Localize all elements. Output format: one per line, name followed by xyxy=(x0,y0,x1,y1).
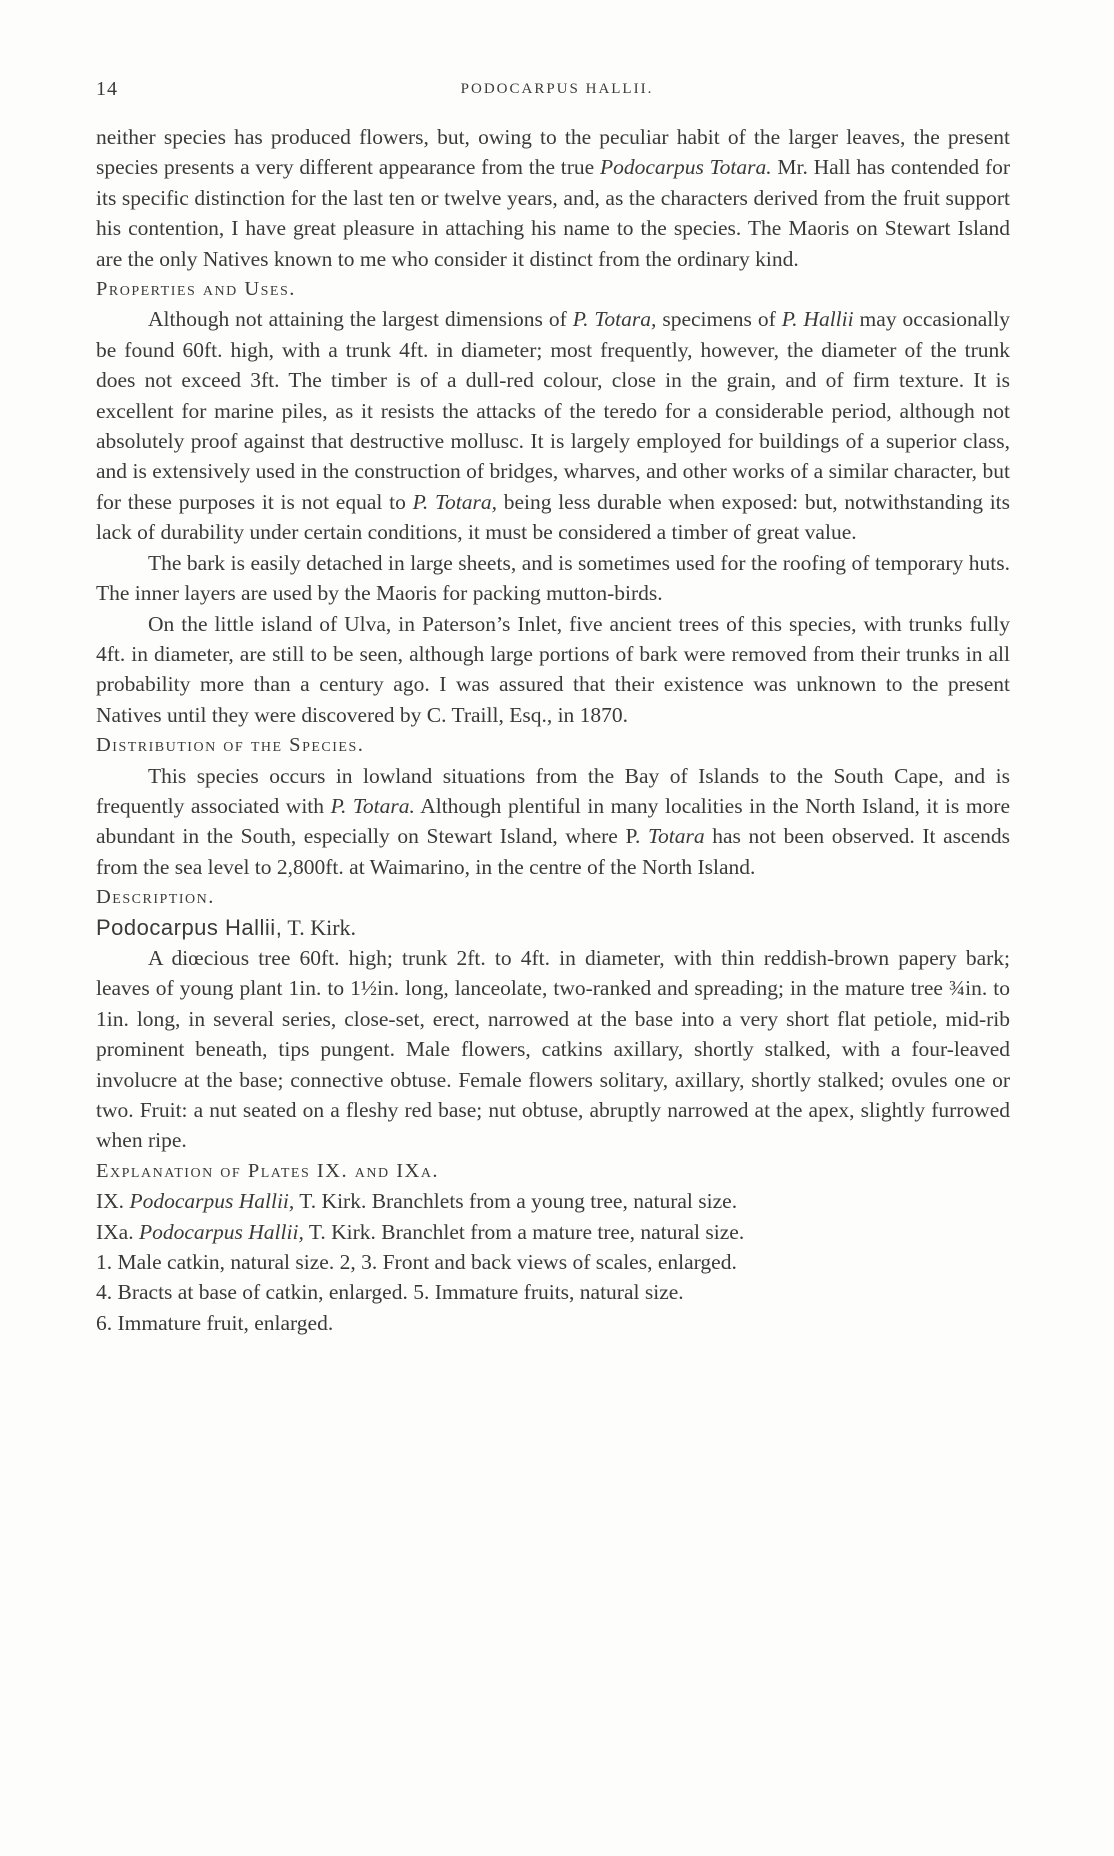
species-title xyxy=(96,913,1010,943)
running-title: PODOCARPUS HALLII. xyxy=(460,81,654,97)
properties-paragraph-2: The bark is easily detached in large sheets, and is sometimes used for the roofing of temporary huts. The inner layers are used by the Maoris for packing mutton-birds. xyxy=(96,550,1010,606)
heading-explanation-of-plates: Explanation of Plates IX. and IXa. xyxy=(96,1159,440,1182)
heading-properties-and-uses: Properties and Uses. xyxy=(96,278,296,301)
species-name: Podocarpus Hallii, xyxy=(96,914,283,940)
heading-distribution: Distribution of the Species. xyxy=(96,734,365,757)
plate-ix-caption: IX. Podocarpus Hallii, T. Kirk. Branchlets from a young tree, natural size. xyxy=(96,1189,738,1214)
properties-paragraph-1: Although not attaining the largest dimensions of P. Totara, specimens of P. Hallii may occasionally be found 60ft. high, with a trunk 4ft. in diameter; most frequently, however, the diameter of the trunk does not exceed 3ft. The timber is of a dull-red colour, close in the grain, and of firm texture. It is excellent for marine piles, as it resists the attacks of the teredo for a considerable period, although not absolutely proof against that destructive mollusc. It is largely employed for buildings of a superior class, and is extensively used in the construction of bridges, wharves, and other works of a similar character, but for these purposes it is not equal to P. Totara, being less durable when exposed: but, notwithstanding its lack of durability under certain conditions, it must be considered a timber of great value. xyxy=(96,307,1011,545)
properties-paragraph-3: On the little island of Ulva, in Paterson’s Inlet, five ancient trees of this species, with trunks fully 4ft. in diameter, are still to be seen, although large portions of bark were removed from their trunks in all probability more than a century ago. I was assured that their existence was unknown to the present Natives until they were discovered by C. Traill, Esq., in 1870. xyxy=(96,611,1010,727)
figure-list-line-2: 4. Bracts at base of catkin, enlarged. 5. Immature fruits, natural size. xyxy=(96,1280,684,1305)
distribution-paragraph: This species occurs in lowland situations from the Bay of Islands to the South Cape, and is frequently associated with P. Totara. Although plentiful in many localities in the North Island, it is more abundant in the South, especially on Stewart Island, where P. Totara has not been observed. It ascends from the sea level to 2,800ft. at Waimarino, in the centre of the North Island. xyxy=(96,763,1011,879)
intro-paragraph: neither species has produced flowers, but, owing to the peculiar habit of the larger leaves, the present species presents a very different appearance from the true Podocarpus Totara. Mr. Hall has contended for its specific distinction for the last ten or twelve years, and, as the characters derived from the fruit support his contention, I have great pleasure in attaching his name to the species. The Maoris on Stewart Island are the only Natives known to me who consider it distinct from the ordinary kind. xyxy=(96,125,1011,271)
description-paragraph: A diœcious tree 60ft. high; trunk 2ft. to 4ft. in diameter, with thin reddish-brown papery bark; leaves of young plant 1in. to 1½in. long, lanceolate, two-ranked and spreading; in the mature tree ¾in. to 1in. long, in several series, close-set, erect, narrowed at the base into a very short flat petiole, mid-rib prominent beneath, tips pungent. Male flowers, catkins axillary, shortly stalked, with a four-leaved involucre at the base; connective obtuse. Female flowers solitary, axillary, shortly stalked; ovules one or two. Fruit: a nut seated on a fleshy red base; nut obtuse, abruptly narrowed at the apex, slightly furrowed when ripe. xyxy=(96,945,1010,1153)
species-author: T. Kirk. xyxy=(282,914,357,940)
heading-description: Description. xyxy=(96,886,215,909)
page-number: 14 xyxy=(96,78,118,100)
plate-ixa-caption: IXa. Podocarpus Hallii, T. Kirk. Branchlet from a mature tree, natural size. xyxy=(96,1219,745,1244)
figure-list-line-1: 1. Male catkin, natural size. 2, 3. Front and back views of scales, enlarged. xyxy=(96,1250,737,1275)
figure-list-line-3: 6. Immature fruit, enlarged. xyxy=(96,1310,334,1335)
text-column xyxy=(96,122,1010,1338)
running-head xyxy=(96,78,1018,102)
